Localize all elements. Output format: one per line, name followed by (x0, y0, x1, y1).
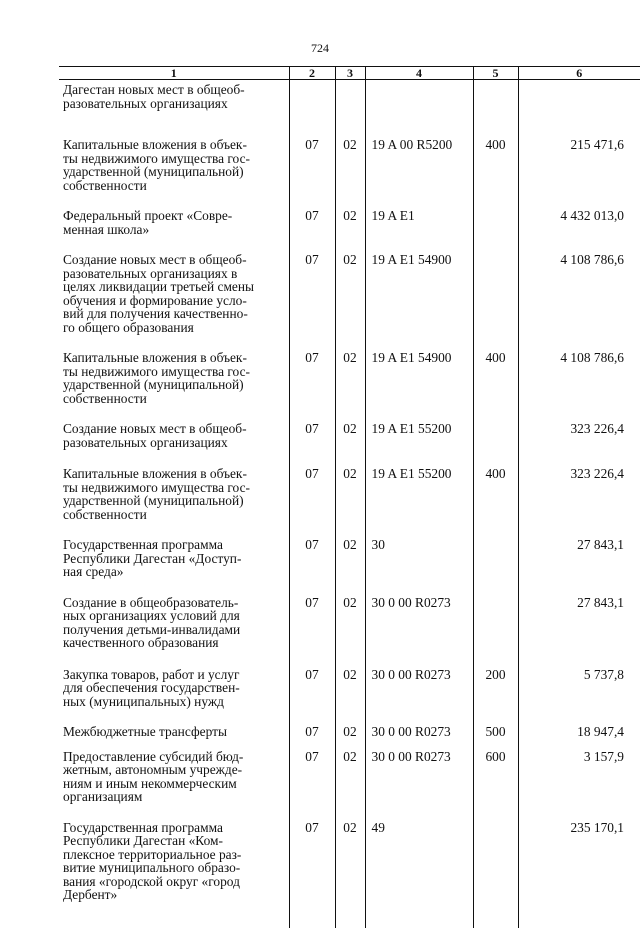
row-section: 07 (289, 209, 335, 253)
table-row (59, 138, 640, 209)
row-section: 07 (289, 668, 335, 726)
row-section: 07 (289, 253, 335, 351)
row-subsection: 02 (335, 467, 365, 538)
row-code: 19 A E1 55200 (365, 422, 473, 467)
row-section: 07 (289, 596, 335, 668)
row-section: 07 (289, 422, 335, 467)
row-name: Создание новых мест в общеоб- разовательных организациях в целях ликвидации третьей смены обучения и формирование усло- вий для получения качественно- го общего образования (63, 252, 255, 335)
table-row (59, 668, 640, 726)
row-subsection: 02 (335, 750, 365, 821)
row-amount: 323 226,4 (518, 467, 640, 538)
row-name: Межбюджетные трансферты (63, 724, 227, 739)
budget-table (59, 66, 640, 928)
table-row (59, 725, 640, 750)
row-type: 200 (473, 668, 518, 726)
row-type (473, 422, 518, 467)
row-section: 07 (289, 351, 335, 422)
row-name: Капитальные вложения в объек- ты недвижимого имущества гос- ударственной (муниципальной) собственности (63, 466, 250, 522)
row-type: 500 (473, 725, 518, 750)
row-code: 19 A E1 55200 (365, 467, 473, 538)
row-name: Дагестан новых мест в общеоб- разовательных организациях (63, 82, 245, 111)
table-header-row (59, 67, 640, 80)
row-name: Создание в общеобразователь- ных организациях условий для получения детьми-инвалидами качественного образования (63, 594, 241, 650)
row-code: 30 0 00 R0273 (365, 596, 473, 668)
row-amount: 235 170,1 (518, 821, 640, 902)
row-code: 30 0 00 R0273 (365, 668, 473, 726)
row-name: Капитальные вложения в объек- ты недвижимого имущества гос- ударственной (муниципальной) собственности (63, 350, 250, 406)
row-amount: 18 947,4 (518, 725, 640, 750)
row-section (289, 80, 335, 139)
table-row (59, 750, 640, 821)
filler-cell (289, 902, 335, 928)
table-row (59, 253, 640, 351)
table-row (59, 209, 640, 253)
row-code: 19 A E1 54900 (365, 253, 473, 351)
table-filler-row (59, 902, 640, 928)
filler-cell (365, 902, 473, 928)
row-section: 07 (289, 538, 335, 596)
row-subsection: 02 (335, 209, 365, 253)
column-header: 5 (473, 67, 518, 80)
row-amount: 27 843,1 (518, 596, 640, 668)
table-row (59, 596, 640, 668)
row-section: 07 (289, 467, 335, 538)
row-name: Предоставление субсидий бюд- жетным, автономным учрежде- ниям и иным некоммерческим организациям (63, 748, 244, 804)
row-amount: 4 432 013,0 (518, 209, 640, 253)
table-row (59, 821, 640, 902)
row-type (473, 596, 518, 668)
row-section: 07 (289, 725, 335, 750)
row-amount: 3 157,9 (518, 750, 640, 821)
row-type: 400 (473, 351, 518, 422)
row-code: 30 0 00 R0273 (365, 725, 473, 750)
table-body (59, 80, 640, 928)
row-type (473, 538, 518, 596)
row-code: 19 A E1 54900 (365, 351, 473, 422)
row-subsection: 02 (335, 351, 365, 422)
row-amount: 215 471,6 (518, 138, 640, 209)
filler-cell (59, 902, 289, 928)
column-header: 4 (365, 67, 473, 80)
column-header: 6 (518, 67, 640, 80)
row-type (473, 80, 518, 139)
row-type: 400 (473, 138, 518, 209)
row-type (473, 253, 518, 351)
row-type: 400 (473, 467, 518, 538)
row-name: Федеральный проект «Совре- менная школа» (63, 208, 233, 237)
row-subsection: 02 (335, 668, 365, 726)
row-amount: 5 737,8 (518, 668, 640, 726)
row-subsection: 02 (335, 538, 365, 596)
column-header: 2 (289, 67, 335, 80)
row-subsection (335, 80, 365, 139)
row-amount: 4 108 786,6 (518, 351, 640, 422)
row-code: 49 (365, 821, 473, 902)
row-subsection: 02 (335, 422, 365, 467)
row-code: 19 A E1 (365, 209, 473, 253)
row-subsection: 02 (335, 725, 365, 750)
row-section: 07 (289, 138, 335, 209)
row-amount: 4 108 786,6 (518, 253, 640, 351)
column-header: 1 (59, 67, 289, 80)
row-code (365, 80, 473, 139)
row-type (473, 209, 518, 253)
table-row (59, 351, 640, 422)
page-number: 724 (311, 41, 329, 55)
filler-cell (335, 902, 365, 928)
row-subsection: 02 (335, 596, 365, 668)
row-type (473, 821, 518, 902)
row-code: 19 A 00 R5200 (365, 138, 473, 209)
row-name: Государственная программа Республики Дагестан «Ком- плексное территориальное раз- витие муниципального образо- вания «городской округ «город Дербент» (63, 819, 242, 902)
row-subsection: 02 (335, 821, 365, 902)
table-row (59, 538, 640, 596)
row-type: 600 (473, 750, 518, 821)
row-code: 30 0 00 R0273 (365, 750, 473, 821)
column-header: 3 (335, 67, 365, 80)
row-name: Закупка товаров, работ и услуг для обеспечения государствен- ных (муниципальных) нужд (63, 666, 240, 709)
table-row (59, 80, 640, 139)
row-subsection: 02 (335, 138, 365, 209)
row-amount (518, 80, 640, 139)
row-code: 30 (365, 538, 473, 596)
row-name: Создание новых мест в общеоб- разовательных организациях (63, 421, 247, 450)
row-name: Государственная программа Республики Дагестан «Доступ- ная среда» (63, 537, 242, 579)
row-section: 07 (289, 821, 335, 902)
table-row (59, 467, 640, 538)
table-row (59, 422, 640, 467)
filler-cell (473, 902, 518, 928)
row-subsection: 02 (335, 253, 365, 351)
row-amount: 323 226,4 (518, 422, 640, 467)
filler-cell (518, 902, 640, 928)
row-amount: 27 843,1 (518, 538, 640, 596)
row-section: 07 (289, 750, 335, 821)
row-name: Капитальные вложения в объек- ты недвижимого имущества гос- ударственной (муниципальной) собственности (63, 137, 250, 193)
